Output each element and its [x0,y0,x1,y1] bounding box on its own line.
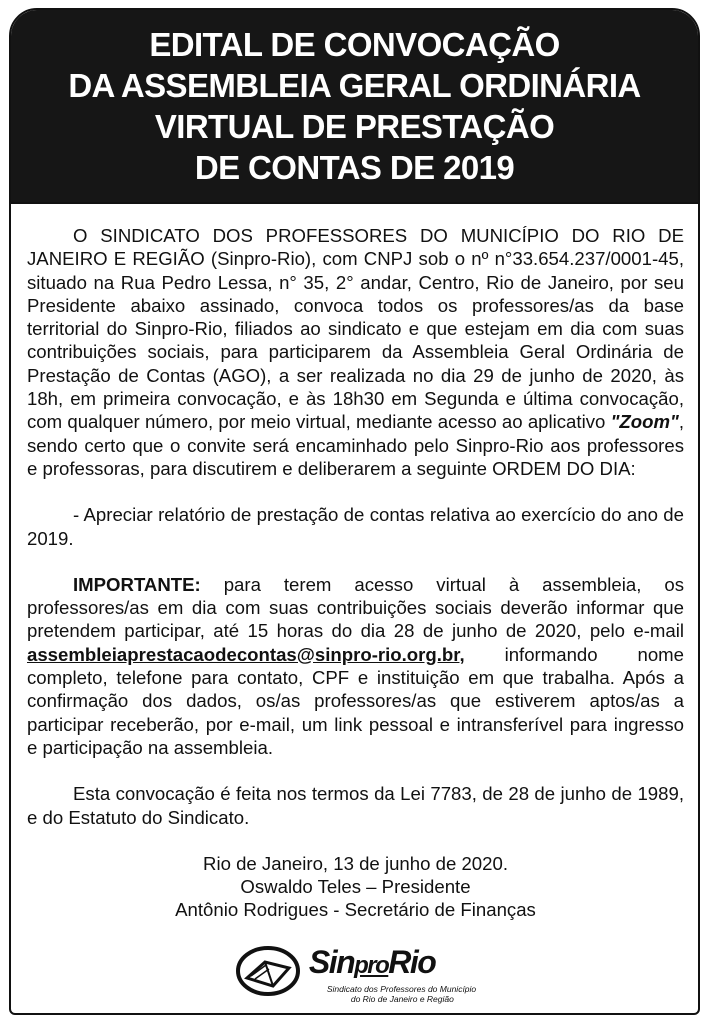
title-line-2: DA ASSEMBLEIA GERAL ORDINÁRIA [68,67,641,104]
notice-frame [9,8,700,1015]
zoom-app-name: "Zoom" [610,411,679,433]
important-text-b: informando nome completo, telefone para contato, CPF e instituição em que trabalha. Após a confirmação dos dados, os/as professores/as que estiverem aptos/as a participar receberão, por e-mail, um link pessoal e intransferível para ingresso e participação na assembleia. [27,643,684,758]
title-line-4: DE CONTAS DE 2019 [194,149,515,186]
intro-text-a: O SINDICATO DOS PROFESSORES DO MUNICÍPIO DO RIO DE JANEIRO E REGIÃO (Sinpro-Rio), com CNPJ sob o nº n°33.654.237/0001-45, situado na Rua Pedro Lessa, n° 35, 2° andar, Centro, Rio de Janeiro, por seu Presidente abaixo assinado, convoca todos os professores/as da base territorial do Sinpro-Rio, filiados ao sindicato e que estejam em dia com suas contribuições sociais, para participarem da Assembleia Geral Ordinária de Prestação de Contas (AGO), a ser realizada no dia 29 de junho de 2020, às 18h, em primeira convocação, e às 18h30 em Segunda e última convocação, com qualquer número, por meio virtual, mediante acesso ao aplicativo [27,225,684,433]
book-emblem-icon [235,944,301,998]
agenda-item: - Apreciar relatório de prestação de contas relativa ao exercício do ano de 2019. [27,504,684,549]
place-date: Rio de Janeiro, 13 de junho de 2020. [203,852,508,874]
important-label: IMPORTANTE: [73,573,201,595]
notice-body [11,204,698,1004]
legal-basis-paragraph: Esta convocação é feita nos termos da Lei 7783, de 28 de junho de 1989, e do Estatuto do Sindicato. [27,783,684,828]
logo-subtitle-2: do Rio de Janeiro e Região [350,993,454,1004]
president-signature: Oswaldo Teles – Presidente [240,876,471,898]
title-line-3: VIRTUAL DE PRESTAÇÃO [154,108,555,145]
logo-wordmark: SinproRio [308,943,436,980]
intro-text-b: , sendo certo que o convite será encaminhado pelo Sinpro-Rio aos professores e professoras, para discutirem e deliberarem a seguinte ORDEM DO DIA: [27,411,684,479]
important-text-a: para terem acesso virtual à assembleia, os professores/as em dia com suas contribuições sociais deverão informar que pretendem participar, até 15 horas do dia 28 de junho de 2020, pelo e-mail [27,573,684,642]
contact-email-link[interactable]: assembleiaprestacaodecontas@sinpro-rio.org.br, [27,643,465,665]
logo-text [309,944,476,1004]
logo-subtitle-1: Sindicato dos Professores do Município [326,983,477,994]
treasurer-signature: Antônio Rodrigues - Secretário de Finanças [175,899,536,921]
title-line-1: EDITAL DE CONVOCAÇÃO [149,26,560,63]
notice-header [11,10,698,204]
sinpro-rio-logo [27,944,684,1004]
important-paragraph [27,573,684,759]
intro-paragraph [27,224,684,480]
